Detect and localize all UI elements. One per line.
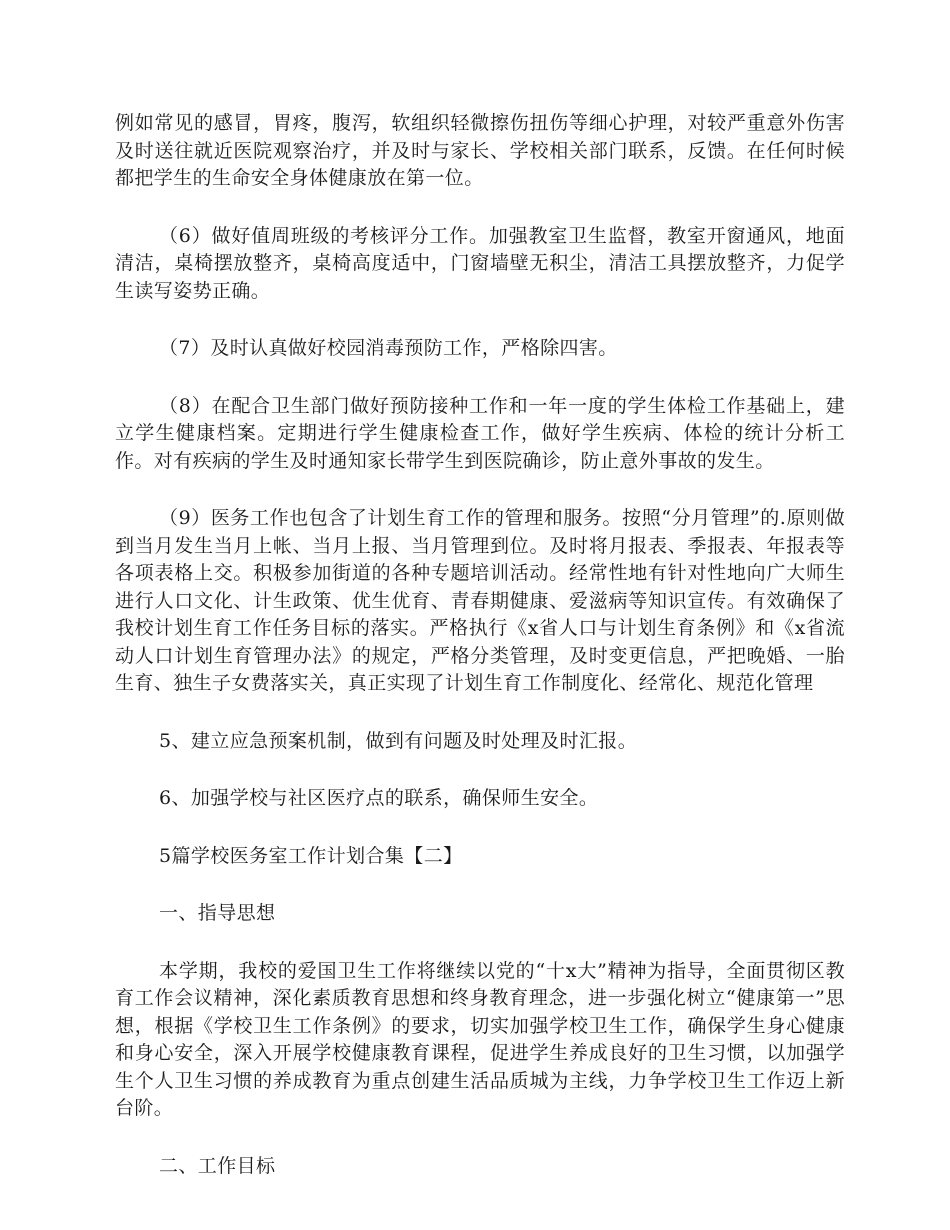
heading-work-goals: 二、工作目标 [159, 1154, 276, 1177]
paragraph-continuation: 例如常见的感冒，胃疼，腹泻，软组织轻微擦伤扭伤等细心护理，对较严重意外伤害及时送往就近医院观察治疗，并及时与家长、学校相关部门联系，反馈。在任何时候都把学生的生命安全身体健康放在第一位。 [115, 112, 845, 189]
paragraph-item-9: （9）医务工作也包含了计划生育工作的管理和服务。按照“分月管理”的.原则做到当月发生当月上帐、当月上报、当月管理到位。及时将月报表、季报表、年报表等各项表格上交。积极参加街道的各种专题培训活动。经常性地有针对性地向广大师生进行人口文化、计生政策、优生优育、青春期健康、爱滋病等知识宣传。有效确保了我校计划生育工作任务目标的落实。严格执行《x省人口与计划生育条例》和《x省流动人口计划生育管理办法》的规定，严格分类管理，及时变更信息，严把晚婚、一胎生育、独生子女费落实关，真正实现了计划生育工作制度化、经常化、规范化管理 [115, 507, 845, 694]
section-title: 5篇学校医务室工作计划合集【二】 [159, 844, 463, 867]
heading-guiding-ideology: 一、指导思想 [159, 902, 276, 924]
paragraph-point-6: 6、加强学校与社区医疗点的联系，确保师生安全。 [159, 787, 599, 809]
document-page [115, 110, 845, 1210]
paragraph-item-8: （8）在配合卫生部门做好预防接种工作和一年一度的学生体检工作基础上，建立学生健康档案。定期进行学生健康检查工作，做好学生疾病、体检的统计分析工作。对有疾病的学生及时通知家长带学生到医院确诊，防止意外事故的发生。 [115, 394, 845, 472]
paragraph-point-5: 5、建立应急预案机制，做到有问题及时处理及时汇报。 [159, 729, 638, 752]
paragraph-guiding-ideology: 本学期，我校的爱国卫生工作将继续以党的“十x大”精神为指导，全面贯彻区教育工作会议精神，深化素质教育思想和终身教育理念，进一步强化树立“健康第一”思想，根据《学校卫生工作条例》的要求，切实加强学校卫生工作，确保学生身心健康和身心安全，深入开展学校健康教育课程，促进学生养成良好的卫生习惯，以加强学生个人卫生习惯的养成教育为重点创建生活品质城为主线，力争学校卫生工作迈上新台阶。 [115, 959, 845, 1119]
paragraph-item-6: （6）做好值周班级的考核评分工作。加强教室卫生监督，教室开窗通风，地面清洁，桌椅摆放整齐，桌椅高度适中，门窗墙壁无积尘，清洁工具摆放整齐，力促学生读写姿势正确。 [115, 224, 845, 302]
paragraph-item-7: （7）及时认真做好校园消毒预防工作，严格除四害。 [159, 337, 618, 359]
